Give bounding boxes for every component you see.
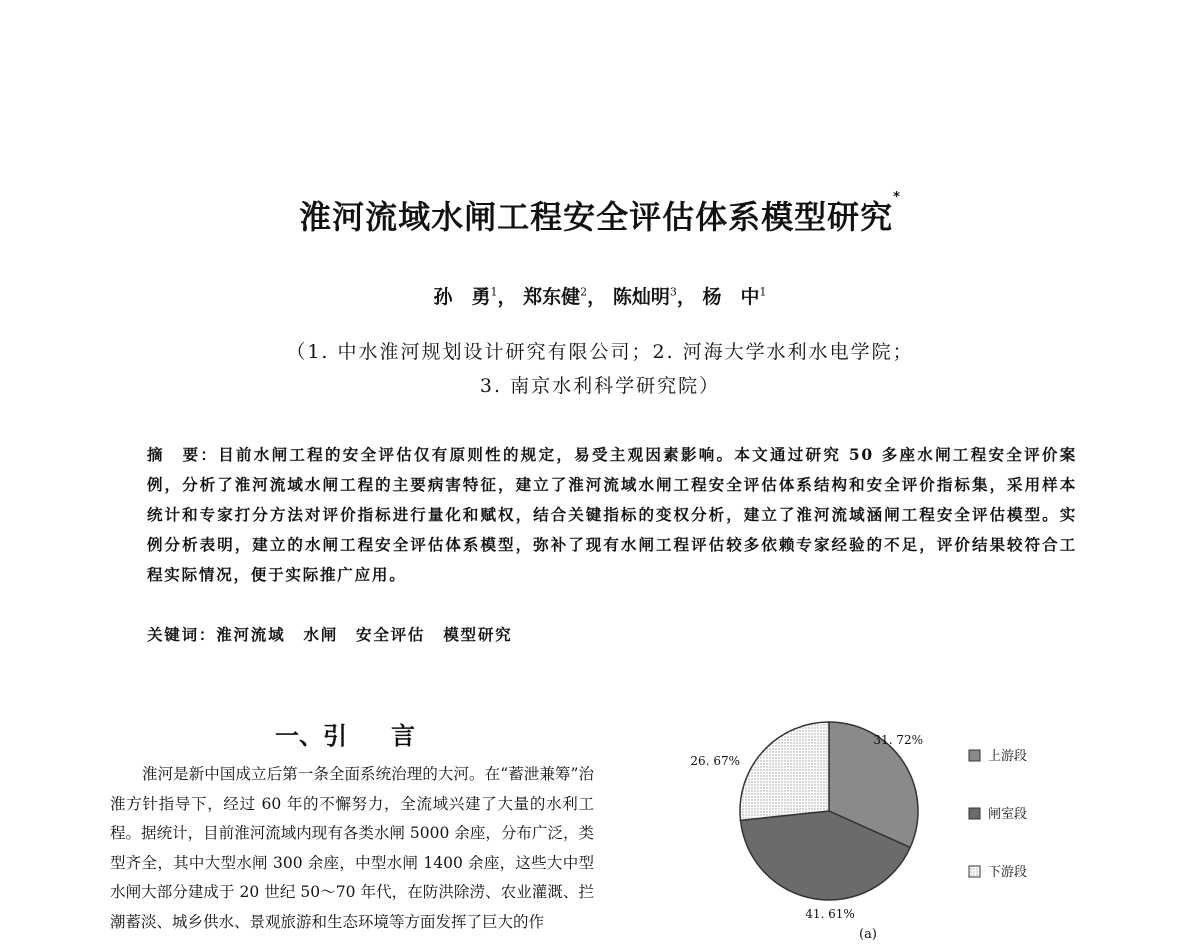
author-affiliation-mark: 1 — [759, 285, 767, 299]
title-footnote-mark: * — [893, 190, 901, 205]
section-heading-part: 言 — [391, 722, 415, 750]
author-name: 陈灿明 — [612, 286, 670, 308]
pie-slice-label: 26. 67% — [690, 754, 740, 768]
section-heading-part: 一、引 — [275, 722, 347, 750]
author-name: 郑东健 — [523, 286, 581, 308]
introduction-paragraph: 淮河是新中国成立后第一条全面系统治理的大河。在“蓄泄兼筹”治淮方针指导下，经过 60 年的不懈努力，全流域兴建了大量的水利工程。据统计，目前淮河流域内现有各类水闸 5000 余座，分布广泛，类型齐全，其中大型水闸 300 余座，中型水闸 1400 余座，这些大中型水闸大部分建成于 20 世纪 50～70 年代，在防洪除涝、农业灌溉、拦潮蓄淡、城乡供水、景观旅游和生态环境等方面发挥了巨大的作 — [110, 765, 594, 931]
pie-slice-2 — [740, 722, 829, 820]
affiliation-line-2: 3. 南京水利科学研究院） — [479, 375, 721, 397]
author-affiliation-mark: 2 — [580, 285, 588, 299]
author-affiliation-mark: 3 — [669, 285, 677, 299]
abstract-label: 摘 要： — [147, 446, 219, 464]
pie-chart — [640, 700, 1100, 942]
author-separator: ， — [497, 286, 517, 308]
author-list — [0, 282, 1200, 309]
abstract-text: 目前水闸工程的安全评估仅有原则性的规定，易受主观因素影响。本文通过研究 50 多座水闸工程安全评价案例，分析了淮河流域水闸工程的主要病害特征，建立了淮河流域水闸工程安全评估体系结构和安全评价指标集，采用样本统计和专家打分方法对评价指标进行量化和赋权，结合关键指标的变权分析，建立了淮河流域涵闸工程安全评估模型。实例分析表明，建立的水闸工程安全评估体系模型，弥补了现有水闸工程评估较多依赖专家经验的不足，评价结果较符合工程实际情况，便于实际推广应用。 — [147, 445, 1077, 584]
keyword: 模型研究 — [443, 625, 513, 644]
keyword: 淮河流域 — [216, 625, 286, 644]
chart-caption: (a) — [859, 927, 877, 942]
affiliation-line-1: （1. 中水淮河规划设计研究有限公司；2. 河海大学水利水电学院； — [286, 341, 914, 363]
keywords-label: 关键词： — [147, 626, 217, 644]
section-heading-introduction — [275, 716, 415, 751]
author-name: 杨 中 — [702, 286, 760, 308]
legend-label: 下游段 — [988, 865, 1028, 880]
pie-slice-label: 31. 72% — [873, 733, 923, 747]
keyword: 安全评估 — [356, 625, 426, 644]
legend-swatch — [969, 750, 980, 761]
paper-title — [0, 192, 1200, 238]
pie-slice-label: 41. 61% — [805, 907, 855, 921]
author-separator: ， — [676, 286, 696, 308]
pie-chart-figure — [640, 700, 1100, 946]
author-name: 孙 勇 — [433, 286, 491, 308]
title-text: 淮河流域水闸工程安全评估体系模型研究 — [299, 198, 894, 236]
author-separator: ， — [587, 286, 607, 308]
legend-label: 上游段 — [988, 749, 1028, 764]
legend-swatch — [969, 808, 980, 819]
keyword: 水闸 — [303, 625, 339, 644]
legend-label: 闸室段 — [988, 807, 1028, 822]
abstract — [147, 440, 1077, 590]
legend-swatch — [969, 866, 980, 877]
author-affiliation-mark: 1 — [490, 285, 498, 299]
keywords — [147, 620, 1077, 650]
